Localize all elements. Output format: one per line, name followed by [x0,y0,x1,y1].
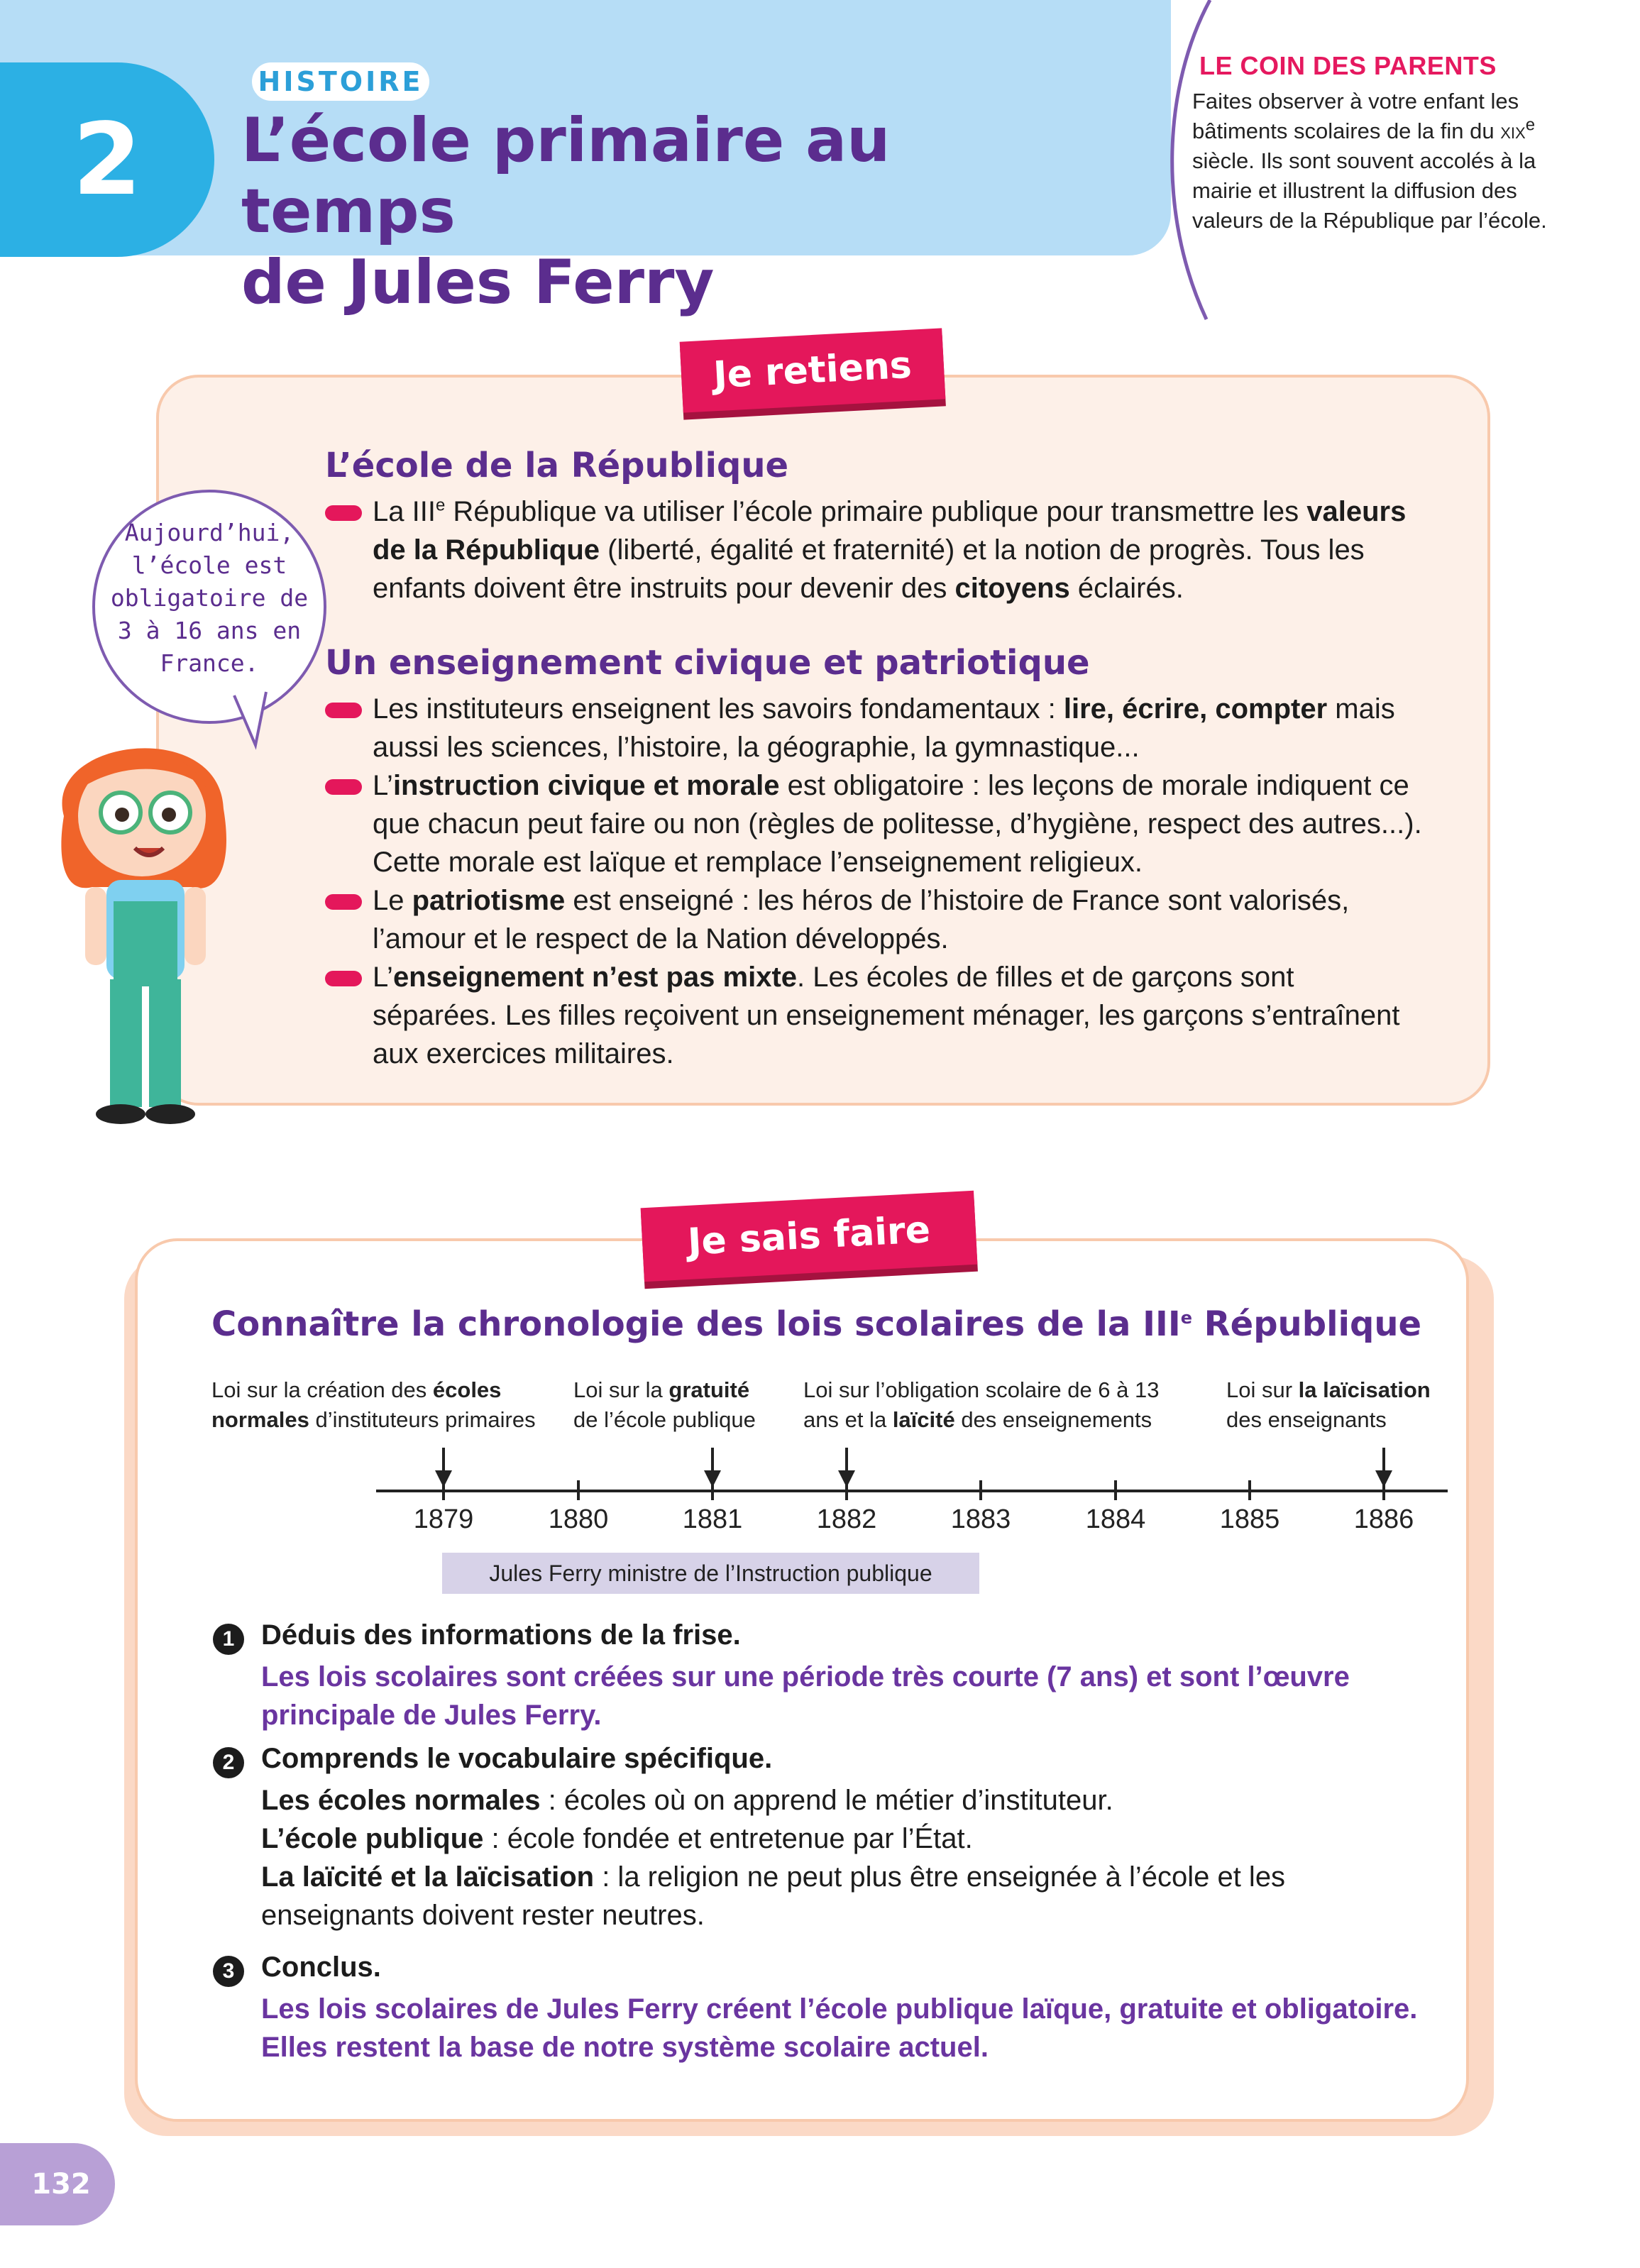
timeline-year: 1881 [682,1504,743,1534]
timeline-year: 1882 [816,1504,877,1534]
bullet-patriotisme: Le patriotisme est enseigné : les héros de l’histoire de France sont valorisés, l’amour et le respect de la Nation développés. [373,885,1350,954]
question-number: 1 [213,1624,244,1655]
timeline-year: 1880 [548,1504,609,1534]
page-number: 132 [0,2143,115,2225]
timeline-label-laicisation: Loi sur la laïcisation des enseignants [1226,1377,1431,1432]
question-1-heading: Déduis des informations de la frise. [261,1619,741,1651]
retiens-banner: Je retiens [680,328,946,412]
girl-illustration [43,710,241,1128]
timeline-tick [442,1480,445,1500]
sais-title: Connaître la chronologie des lois scolaires de la IIIe République [211,1304,1422,1344]
timeline-tick [979,1480,982,1500]
question-1-answer: Les lois scolaires sont créées sur une période très courte (7 ans) et sont l’œuvre principale de Jules Ferry. [261,1661,1350,1731]
bullet-marker [325,703,362,718]
timeline-tick [711,1480,714,1500]
question-number: 3 [213,1956,244,1987]
bullet-marker [325,779,362,795]
timeline-year: 1886 [1353,1504,1414,1534]
bullet-marker [325,505,362,521]
timeline-axis [376,1490,1448,1492]
timeline-label-gratuite: Loi sur la gratuité de l’école publique [573,1377,756,1432]
chapter-number: 2 [72,101,142,218]
question-3-answer: Les lois scolaires de Jules Ferry créent l’école publique laïque, gratuite et obligatoire. Elles restent la base de notre système scolaire actuel. [261,1993,1418,2063]
subject-badge: HISTOIRE [252,62,429,101]
parents-title: LE COIN DES PARENTS [1199,51,1497,80]
vocab-ecole-publique: L’école publique : école fondée et entretenue par l’État. [261,1823,973,1854]
page-title: L’école primaire au temps de Jules Ferry [241,105,891,318]
timeline-label-obligation: Loi sur l’obligation scolaire de 6 à 13 ans et la laïcité des enseignements [803,1377,1160,1432]
timeline-year: 1885 [1219,1504,1280,1534]
question-3-heading: Conclus. [261,1952,381,1983]
timeline-tick [1114,1480,1117,1500]
question-2-heading: Comprends le vocabulaire spécifique. [261,1743,773,1774]
timeline-year: 1883 [950,1504,1011,1534]
parents-text: Faites observer à votre enfant les bâtiments scolaires de la fin du xix$^e$ siècle. Ils sont souvent accolés à la mairie et illustrent la diffusion des valeurs de la République par l’école. [1192,89,1547,233]
question-number: 2 [213,1747,244,1778]
vocab-laicite: La laïcité et la laïcisation : la religion ne peut plus être enseignée à l’école et les enseignants doivent rester neutres. [261,1861,1286,1931]
bullet-marker [325,971,362,986]
timeline-tick [1248,1480,1251,1500]
section-title-civique: Un enseignement civique et patriotique [325,643,1090,683]
timeline-tick [1382,1480,1385,1500]
bullet-instruction-civique: L’instruction civique et morale est obligatoire : les leçons de morale indiquent ce que chacun peut faire ou non (règles de politesse, d’hygiène, respect des autres...). Cette morale est laïque et remplace l’enseignement religieux. [373,770,1422,878]
timeline-label-ecoles-normales: Loi sur la création des écoles normales d’instituteurs primaires [211,1377,536,1432]
speech-bubble-text: Aujourd’hui, l’école est obligatoire de 3 à 16 ans en France. [110,519,309,677]
section-title-republique: L’école de la République [325,446,789,485]
timeline-year: 1884 [1085,1504,1146,1534]
timeline-year: 1879 [413,1504,474,1534]
vocab-ecoles-normales: Les écoles normales : écoles où on apprend le métier d’instituteur. [261,1785,1113,1816]
timeline-tick [577,1480,580,1500]
sais-banner: Je sais faire [641,1191,978,1282]
timeline-tick [845,1480,848,1500]
bullet-savoirs: Les instituteurs enseignent les savoirs fondamentaux : lire, écrire, compter mais aussi les sciences, l’histoire, la géographie, la gymnastique... [373,693,1395,763]
paragraph-republique: La IIIe République va utiliser l’école primaire publique pour transmettre les valeurs de la République (liberté, égalité et fraternité) et la notion de progrès. Tous les enfants doivent être instruits pour devenir des citoyens éclairés. [373,495,1407,604]
bullet-mixite: L’enseignement n’est pas mixte. Les écoles de filles et de garçons sont séparées. Les filles reçoivent un enseignement ménager, les garçons s’entraînent aux exercices militaires. [373,962,1400,1069]
bullet-marker [325,894,362,910]
ferry-minister-band: Jules Ferry ministre de l’Instruction publique [442,1553,979,1594]
